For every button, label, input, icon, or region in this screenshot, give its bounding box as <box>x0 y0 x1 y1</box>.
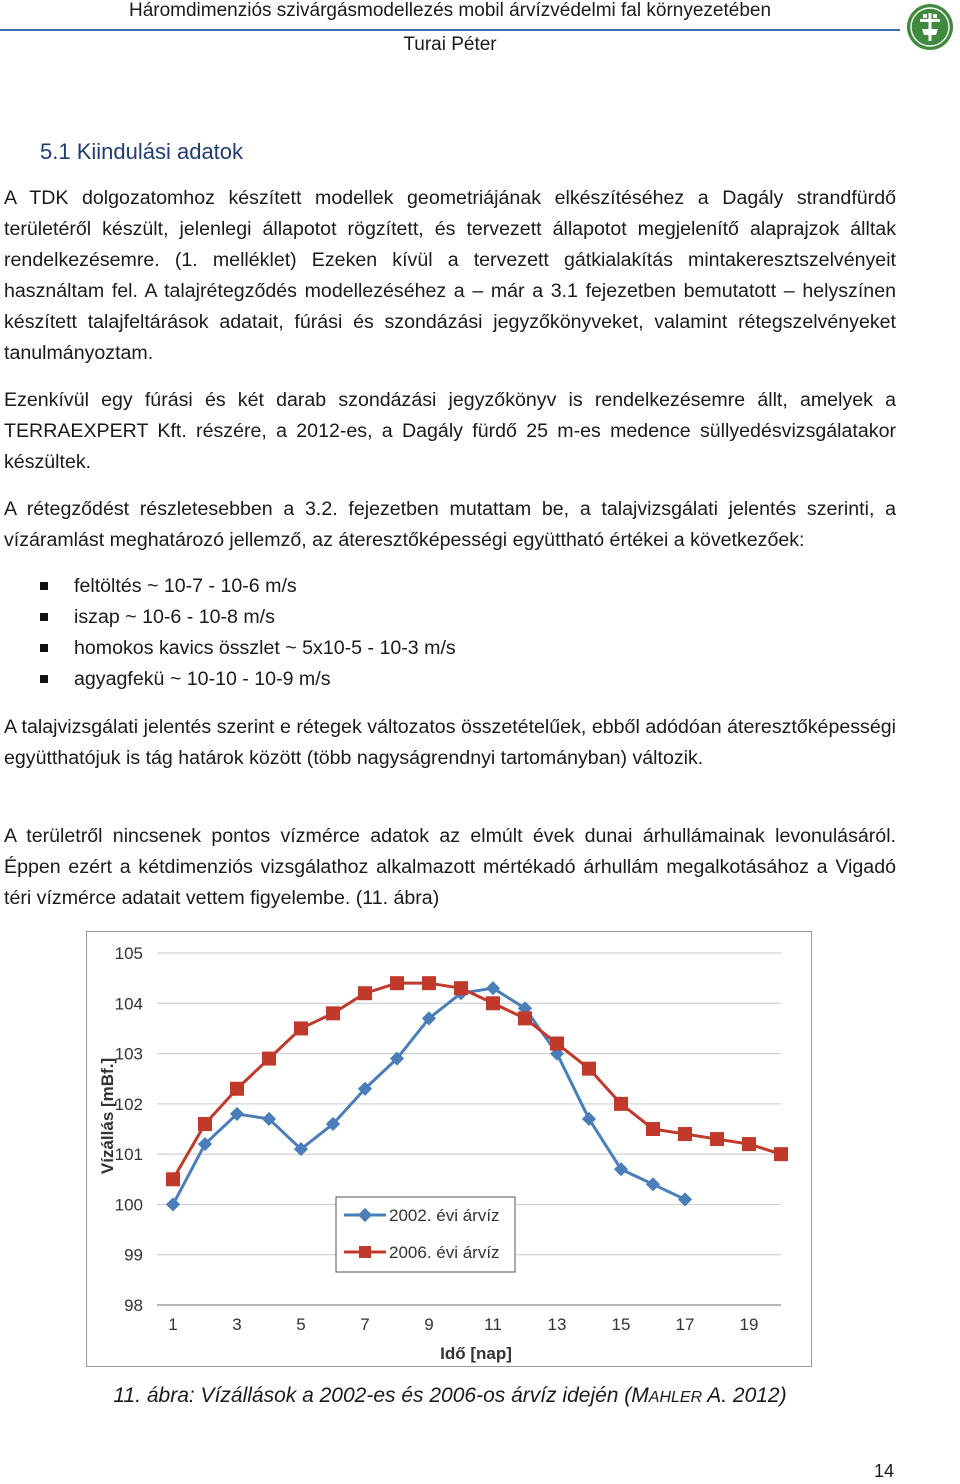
data-point <box>230 1082 244 1096</box>
y-tick-label: 104 <box>114 994 143 1014</box>
data-point <box>614 1097 628 1111</box>
x-tick-label: 13 <box>547 1315 567 1334</box>
list-item: homokos kavics összlet ~ 5x10-5 - 10-3 m/s <box>36 633 896 664</box>
y-tick-label: 105 <box>114 944 143 963</box>
x-tick-label: 3 <box>232 1315 242 1334</box>
data-point <box>550 1037 564 1051</box>
paragraph-4: A talajvizsgálati jelentés szerint e rétegek változatos összetételűek, ebből adódóan áteresztőképességi együtthatójuk is tág határok között (több nagyságrendnyi tartományban) változik. <box>4 716 896 769</box>
y-tick-label: 98 <box>124 1296 143 1315</box>
chart-legend <box>336 1197 515 1272</box>
data-point <box>454 981 468 995</box>
data-point <box>390 976 404 990</box>
list-item: iszap ~ 10-6 - 10-8 m/s <box>36 602 896 633</box>
section-heading: 5.1 Kiindulási adatok <box>40 139 244 164</box>
data-point <box>742 1137 756 1151</box>
y-tick-label: 100 <box>114 1195 143 1215</box>
water-level-chart <box>86 931 812 1367</box>
running-header-author: Turai Péter <box>403 34 497 55</box>
data-point <box>358 986 372 1000</box>
page-number: 14 <box>874 1461 895 1481</box>
data-point <box>518 1011 532 1025</box>
x-axis-label: Idő [nap] <box>440 1344 512 1363</box>
paragraph-1: A TDK dolgozatomhoz készített modellek geometriájának elkészítéséhez a Dagály strandfürdő területéről készült, jelenlegi állapotot rögzített, és tervezett állapotot megjelenítő alaprajzok álltak rendelkezésemre. (1. melléklet) Ezeken kívül a tervezett gátkialakítás mintakeresztszelvényeit használtam fel. A talajrétegződés modellezéséhez a – már a 3.1 fejezetben bemutatott – helyszínen készített talajfeltárások adatait, fúrási és szondázási jegyzőkönyveket, valamint rétegszelvényeket tanulmányoztam. <box>4 187 896 364</box>
running-header-title: Háromdimenziós szivárgásmodellezés mobil árvízvédelmi fal környezetében <box>128 0 772 21</box>
data-point <box>326 1006 340 1020</box>
list-item: feltöltés ~ 10-7 - 10-6 m/s <box>36 571 896 602</box>
legend-marker-2006 <box>359 1246 371 1258</box>
data-point <box>582 1062 596 1076</box>
data-point <box>198 1117 212 1131</box>
data-point <box>646 1122 660 1136</box>
x-tick-label: 11 <box>484 1315 502 1334</box>
y-tick-label: 99 <box>124 1245 143 1265</box>
data-point <box>486 996 500 1010</box>
x-tick-label: 15 <box>611 1315 631 1334</box>
figure-caption: 11. ábra: Vízállások a 2002-es és 2006-os árvíz idején (MAHLER A. 2012) <box>113 1384 787 1407</box>
x-tick-label: 17 <box>675 1315 695 1334</box>
list-item: agyagfekü ~ 10-10 - 10-9 m/s <box>36 664 896 695</box>
header-rule <box>0 29 900 31</box>
y-tick-label: 103 <box>114 1044 143 1064</box>
x-tick-label: 7 <box>360 1315 370 1334</box>
x-tick-label: 19 <box>739 1315 759 1334</box>
data-point <box>262 1052 276 1066</box>
paragraph-2: Ezenkívül egy fúrási és két darab szondázási jegyzőkönyv is rendelkezésemre állt, amelyek a TERRAEXPERT Kft. részére, a 2012-es, a Dagály fürdő 25 m-es medence süllyedésvizsgálatakor készültek. <box>4 389 896 473</box>
x-tick-label: 1 <box>168 1315 178 1334</box>
paragraph-5: A területről nincsenek pontos vízmérce adatok az elmúlt évek dunai árhullámainak levonulásáról. Éppen ezért a kétdimenziós vizsgálathoz alkalmazott mértékadó árhullám megalkotásához a Vigadó téri vízmérce adatait vettem figyelembe. (11. ábra) <box>4 825 896 909</box>
x-tick-label: 9 <box>424 1315 434 1334</box>
legend-label-2002: 2002. évi árvíz <box>389 1206 500 1225</box>
bullet-square-icon <box>40 675 48 683</box>
bullet-square-icon <box>40 582 48 590</box>
permeability-list <box>36 571 896 695</box>
y-axis-label: Vízállás [mBf.] <box>98 1057 117 1175</box>
paragraph-3: A rétegződést részletesebben a 3.2. fejezetben mutattam be, a talajvizsgálati jelentés szerinti, a vízáramlást meghatározó jellemző, az áteresztőképességi együttható értékei a következőek: <box>4 498 896 551</box>
bullet-square-icon <box>40 613 48 621</box>
legend-label-2006: 2006. évi árvíz <box>389 1243 500 1262</box>
data-point <box>422 976 436 990</box>
data-point <box>294 1021 308 1035</box>
data-point <box>166 1172 180 1186</box>
data-point <box>678 1127 692 1141</box>
data-point <box>710 1132 724 1146</box>
university-logo-icon <box>906 3 954 51</box>
data-point <box>774 1147 788 1161</box>
bullet-square-icon <box>40 644 48 652</box>
x-tick-label: 5 <box>296 1315 306 1334</box>
y-tick-label: 101 <box>114 1145 143 1165</box>
y-tick-label: 102 <box>114 1094 143 1114</box>
